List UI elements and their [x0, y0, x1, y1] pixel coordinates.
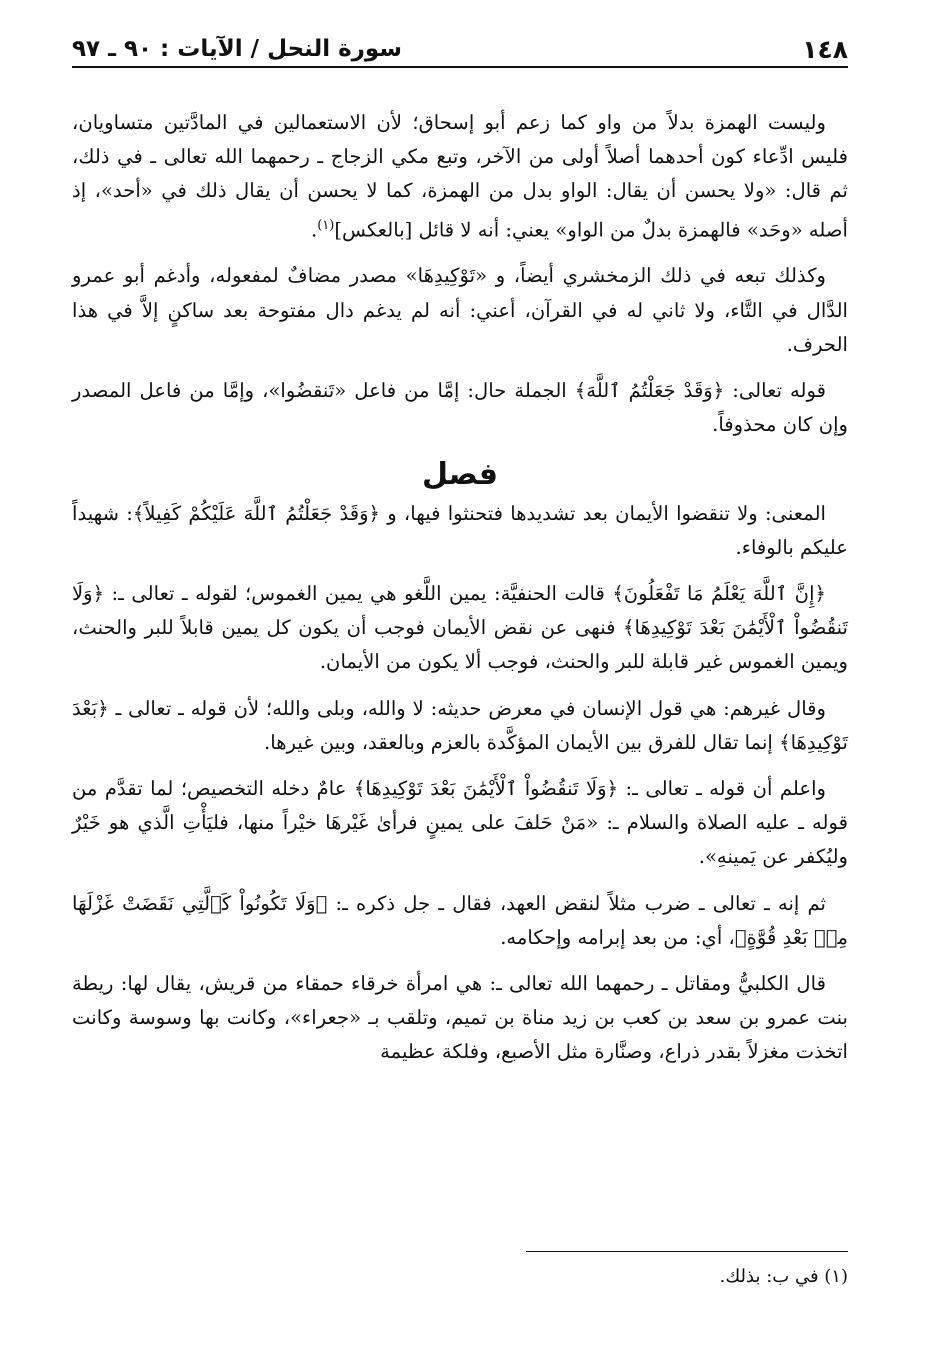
paragraph: وليست الهمزة بدلاً من واو كما زعم أبو إسحاق؛ لأن الاستعمالين في المادَّتين متساويان، فليس ادِّعاء كون أحدهما أصلاً أولى من الآخر، وتبع مكي الزجاج ـ رحمهما الله تعالى ـ في ذلك، ثم قال: «ولا يحسن أن يقال: الواو بدل من الهمزة، كما لا يحسن أن يقال ذلك في «أحد»، إذ أصله «وحَد» فالهمزة بدلٌ من الواو» يعني: أنه لا قائل [بالعكس]$^{(١)}$.: [72, 111, 848, 242]
paragraph: ثم إنه ـ تعالى ـ ضرب مثلاً لنقض العهد، فقال ـ جل ذكره ـ: ﴿وَلَا تَكُونُواْ كَٱلَّتِي نَقَضَتْ غَزْلَهَا مِنۢ بَعْدِ قُوَّةٍ﴾، أي: من بعد إبرامه وإحكامه.: [72, 891, 848, 949]
page-header: [72, 32, 848, 68]
paragraph: وقال غيرهم: هي قول الإنسان في معرض حديثه: لا والله، وبلى والله؛ لأن قوله ـ تعالى ـ ﴿بَعْدَ تَوْكِيدِهَا﴾ إنما تقال للفرق بين الأيمان المؤكَّدة بالعزم وبالعقد، وبين غيرها.: [72, 696, 848, 754]
page-number: ١٤٨: [802, 34, 848, 64]
paragraph: المعنى: ولا تنقضوا الأيمان بعد تشديدها فتحنثوا فيها، و ﴿وَقَدْ جَعَلْتُمُ ٱللَّهَ عَلَيْكُمْ كَفِيلاً﴾: شهيداً عليكم بالوفاء.: [72, 501, 848, 559]
footnote-marker: (١): [317, 217, 335, 233]
paragraph: واعلم أن قوله ـ تعالى ـ: ﴿وَلَا تَنقُضُواْ ٱلْأَيْمَٰنَ بَعْدَ تَوْكِيدِهَا﴾ عامٌ دخله التخصيص؛ لما تقدَّم من قوله ـ عليه الصلاة والسلام ـ: «مَنْ حَلفَ على يمينٍ فرأىٰ غَيْرهَا خيْراً منها، فليَأْتِ الَّذي هو خَيْرٌ وليُكفر عن يَمينهِ».: [72, 776, 848, 869]
main-text: [72, 106, 848, 1070]
paragraph: وكذلك تبعه في ذلك الزمخشري أيضاً، و «تَوْكِيدِهَا» مصدر مضافٌ لمفعوله، وأدغم أبو عمرو الدَّال في التَّاء، ولا ثاني له في القرآن، أعني: أنه لم يدغم دال مفتوحة بعد ساكنٍ إلاَّ في هذا الحرف.: [72, 264, 848, 356]
paragraph: قوله تعالى: ﴿وَقَدْ جَعَلْتُمُ ٱللَّهَ﴾ الجملة حال: إمَّا من فاعل «تَنقضُوا»، وإمَّا من فاعل المصدر وإن كان محذوفاً.: [72, 378, 848, 437]
section-title: فصل: [422, 457, 498, 493]
paragraph: ﴿إِنَّ ٱللَّهَ يَعْلَمُ مَا تَفْعَلُونَ﴾ قالت الحنفيَّة: يمين اللَّغو هي يمين الغموس؛ لقوله ـ تعالى ـ: ﴿وَلَا تَنقُضُواْ ٱلْأَيْمَٰنَ بَعْدَ تَوْكِيدِهَا﴾ فنهى عن نقض الأيمان فوجب أن يكون كل يمين قابلاً للبر والحنث، ويمين الغموس غير قابلة للبر والحنث، فوجب ألا يكون من الأيمان.: [72, 581, 848, 674]
footnote-separator: [526, 1251, 848, 1252]
running-title: سورة النحل / الآيات : ٩٠ ـ ٩٧: [72, 36, 402, 62]
paragraph: قال الكلبيُّ ومقاتل ـ رحمهما الله تعالى ـ: هي امرأة خرقاء حمقاء من قريش، يقال لها: ريطة بنت عمرو بن سعد بن كعب بن زيد مناة بن تميم، وتلقب بـ «جعراء»، وكانت بها وسوسة وكانت اتخذت مغزلاً بقدر ذراع، وصنَّارة مثل الأصبع، وفلكة عظيمة: [72, 972, 848, 1064]
footnote: (١) في ب: بذلك.: [719, 1266, 848, 1287]
